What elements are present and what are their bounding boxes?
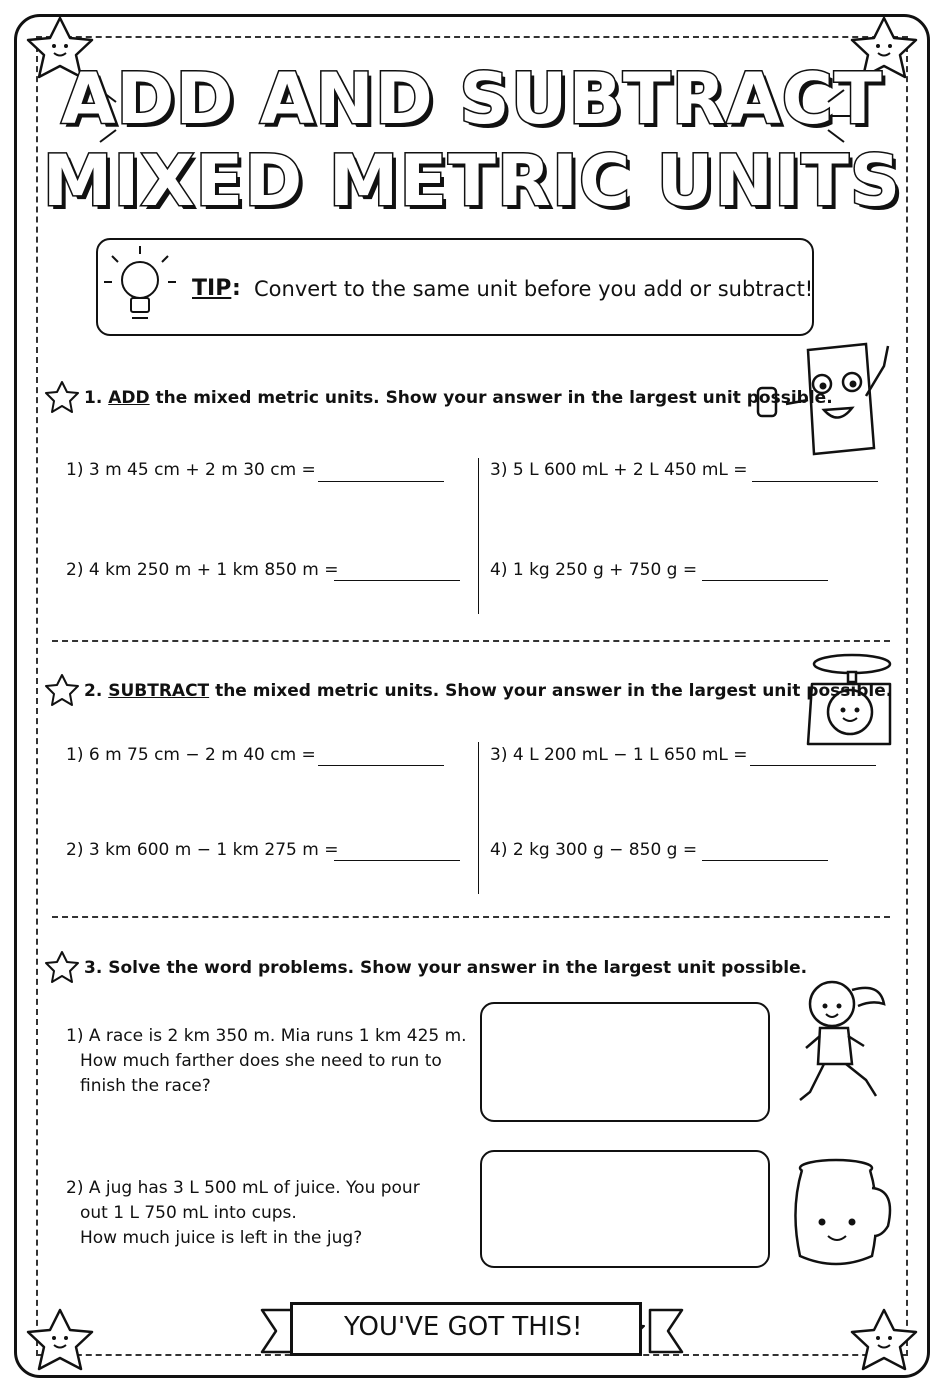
problem-text: 2) 3 km 600 m − 1 km 275 m =: [66, 840, 339, 860]
tip-text: Convert to the same unit before you add or subtract!: [254, 277, 814, 301]
column-divider: [478, 458, 479, 614]
word-problem-1: [66, 1024, 467, 1099]
section-star-icon: [46, 675, 78, 705]
section-star-icon: [46, 952, 78, 982]
answer-blank[interactable]: [702, 580, 828, 581]
tip-colon: :: [232, 276, 241, 301]
corner-star-icon: [852, 1310, 916, 1369]
problem-text: 2) 4 km 250 m + 1 km 850 m =: [66, 560, 339, 580]
section-divider: [52, 640, 890, 642]
section-star-icon: [46, 382, 78, 412]
answer-box[interactable]: [480, 1150, 770, 1268]
word-problem-line: out 1 L 750 mL into cups.: [80, 1203, 297, 1223]
section-divider: [52, 916, 890, 918]
section-instruction: the mixed metric units. Show your answer in the largest unit possible.: [155, 388, 833, 408]
section-instruction: the mixed metric units. Show your answer in the largest unit possible.: [215, 681, 893, 701]
section-keyword: SUBTRACT: [108, 681, 210, 701]
juice-jug-icon: [795, 1160, 890, 1264]
word-problem-2: [66, 1176, 420, 1251]
word-problem-line: How much juice is left in the jug?: [80, 1228, 363, 1248]
section-3-heading: 3. Solve the word problems. Show your answer in the largest unit possible.: [84, 958, 808, 978]
problem-text: 4) 1 kg 250 g + 750 g =: [490, 560, 698, 580]
word-problem-line: 1) A race is 2 km 350 m. Mia runs 1 km 425 m.: [66, 1026, 467, 1046]
encouragement-text: YOU'VE GOT THIS!: [344, 1312, 583, 1342]
title-line-1: ADD AND SUBTRACT: [61, 58, 883, 140]
answer-blank[interactable]: [334, 860, 460, 861]
problem-text: 1) 6 m 75 cm − 2 m 40 cm =: [66, 745, 316, 765]
word-problem-line: 2) A jug has 3 L 500 mL of juice. You pour: [66, 1178, 420, 1198]
section-2-heading: [84, 681, 892, 701]
answer-blank[interactable]: [702, 860, 828, 861]
running-girl-icon: [800, 982, 884, 1100]
section-number: 1.: [84, 388, 103, 408]
column-divider: [478, 742, 479, 894]
tip-label: TIP: [192, 276, 232, 301]
section-1-heading: [84, 388, 833, 408]
section-keyword: ADD: [108, 388, 150, 408]
word-problem-line: finish the race?: [80, 1076, 211, 1096]
answer-box[interactable]: [480, 1002, 770, 1122]
answer-blank[interactable]: [334, 580, 460, 581]
section-number: 2.: [84, 681, 103, 701]
answer-blank[interactable]: [318, 481, 444, 482]
answer-blank[interactable]: [752, 481, 878, 482]
answer-blank[interactable]: [318, 765, 444, 766]
answer-blank[interactable]: [750, 765, 876, 766]
problem-text: 3) 5 L 600 mL + 2 L 450 mL =: [490, 460, 748, 480]
problem-text: 4) 2 kg 300 g − 850 g =: [490, 840, 698, 860]
title-line-2: MIXED METRIC UNITS: [42, 140, 902, 222]
problem-text: 1) 3 m 45 cm + 2 m 30 cm =: [66, 460, 316, 480]
word-problem-line: How much farther does she need to run to: [80, 1051, 442, 1071]
corner-star-icon: [28, 1310, 92, 1369]
problem-text: 3) 4 L 200 mL − 1 L 650 mL =: [490, 745, 748, 765]
